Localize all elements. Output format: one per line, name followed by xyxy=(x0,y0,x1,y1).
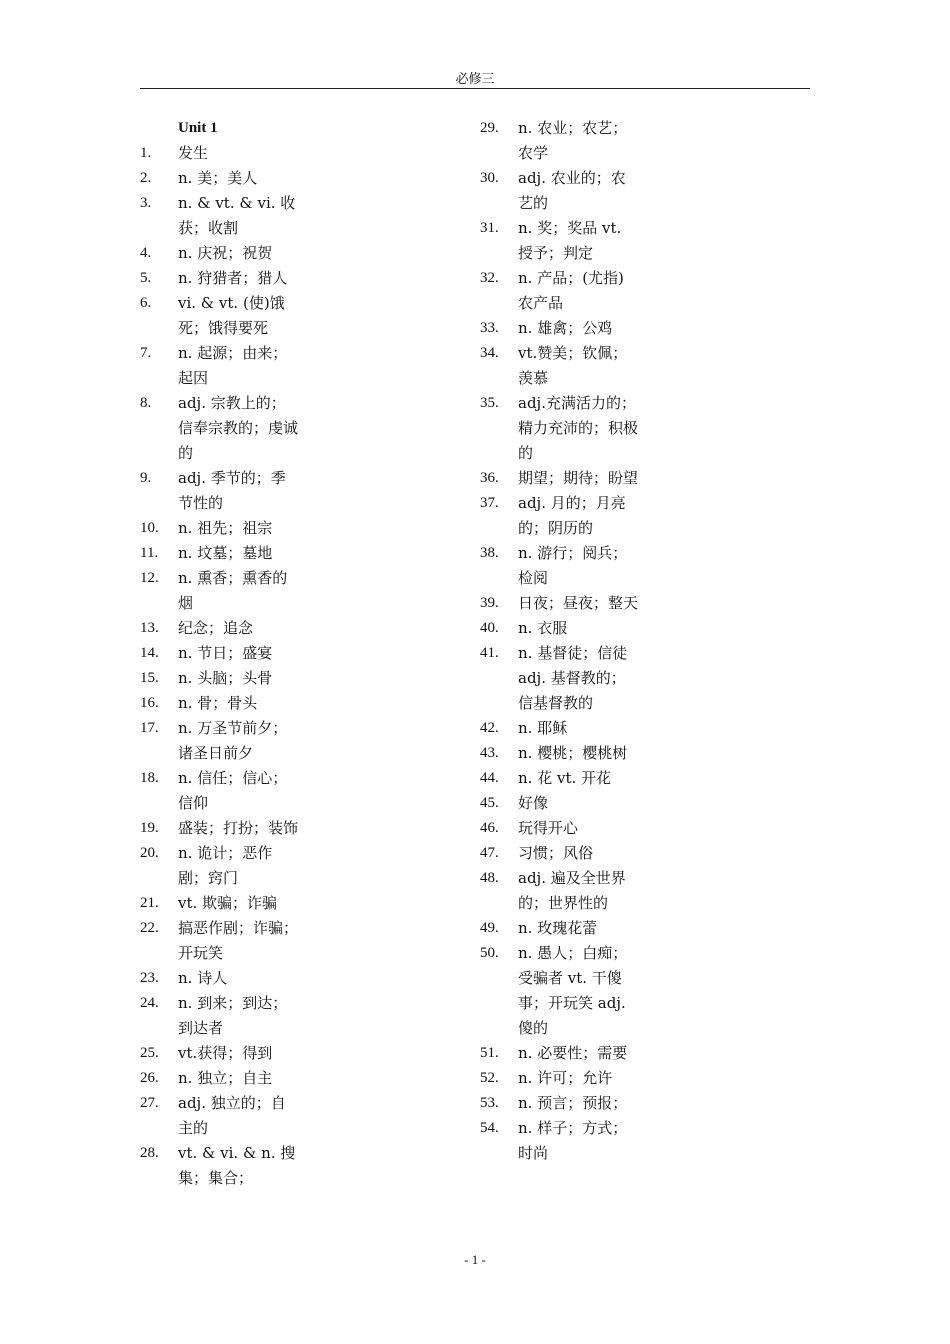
entry-definition: n. 奖；奖品 vt. 授予；判定 xyxy=(518,219,622,262)
entry-definition: n. 庆祝；祝贺 xyxy=(178,244,273,262)
entry-number: 21. xyxy=(140,895,159,911)
vocab-entry xyxy=(140,616,310,641)
vocab-entry xyxy=(480,1116,650,1166)
entry-definition: adj. 月的；月亮的；阴历的 xyxy=(518,494,626,537)
entry-definition: n. 预言；预报； xyxy=(518,1094,628,1112)
entry-number: 9. xyxy=(140,470,152,486)
entry-number: 47. xyxy=(480,845,499,861)
entry-definition: 发生 xyxy=(178,144,209,162)
entry-definition: n. 诗人 xyxy=(178,969,228,987)
entry-number: 52. xyxy=(480,1070,499,1086)
vocab-entry xyxy=(480,716,650,741)
entry-number: 26. xyxy=(140,1070,159,1086)
entry-definition: n. 必要性；需要 xyxy=(518,1044,628,1062)
entry-number: 45. xyxy=(480,795,499,811)
entry-definition: n. 诡计；恶作剧；窍门 xyxy=(178,844,273,887)
page-number: - 1 - xyxy=(464,1252,486,1267)
vocab-entry xyxy=(480,741,650,766)
vocab-entry xyxy=(140,891,310,916)
entry-definition: adj. 遍及全世界的；世界性的 xyxy=(518,869,626,912)
entry-number: 29. xyxy=(480,120,499,136)
entry-number: 39. xyxy=(480,595,499,611)
vocab-entry xyxy=(140,1041,310,1066)
entry-number: 16. xyxy=(140,695,159,711)
entry-definition: n. 玫瑰花蕾 xyxy=(518,919,598,937)
vocab-entry xyxy=(140,391,310,466)
vocab-entry xyxy=(480,791,650,816)
entry-definition: n. 衣服 xyxy=(518,619,568,637)
vocab-entry xyxy=(140,516,310,541)
entry-definition: n. 狩猎者；猎人 xyxy=(178,269,288,287)
entry-number: 5. xyxy=(140,270,152,286)
vocab-entry xyxy=(480,541,650,591)
vocab-entry xyxy=(140,1091,310,1141)
vocab-entry xyxy=(140,691,310,716)
entry-number: 17. xyxy=(140,720,159,736)
entry-definition: n. 耶稣 xyxy=(518,719,568,737)
vocab-entry xyxy=(480,216,650,266)
entry-number: 27. xyxy=(140,1095,159,1111)
header-divider xyxy=(140,88,810,89)
entry-definition: n. 愚人；白痴；受骗者 vt. 干傻事；开玩笑 adj. 傻的 xyxy=(518,944,628,1037)
entry-definition: adj. 独立的；自主的 xyxy=(178,1094,286,1137)
entry-number: 36. xyxy=(480,470,499,486)
entry-definition: n. 祖先；祖宗 xyxy=(178,519,273,537)
entry-number: 32. xyxy=(480,270,499,286)
vocab-entry xyxy=(140,841,310,891)
entry-number: 19. xyxy=(140,820,159,836)
vocab-entry xyxy=(480,866,650,916)
entry-definition: adj. 宗教上的；信奉宗教的；虔诚的 xyxy=(178,394,299,462)
vocab-column-right xyxy=(480,116,650,1166)
entry-number: 35. xyxy=(480,395,499,411)
vocab-entry xyxy=(140,716,310,766)
entry-definition: n. 万圣节前夕；诸圣日前夕 xyxy=(178,719,288,762)
entry-definition: n. 雄禽；公鸡 xyxy=(518,319,613,337)
entry-definition: vt.赞美；钦佩；羡慕 xyxy=(518,344,628,387)
entry-definition: 盛装；打扮；装饰 xyxy=(178,819,299,837)
entry-number: 10. xyxy=(140,520,159,536)
vocab-entry xyxy=(140,991,310,1041)
entry-definition: n. 信任；信心；信仰 xyxy=(178,769,288,812)
entry-number: 11. xyxy=(140,545,159,561)
entry-number: 49. xyxy=(480,920,499,936)
entry-definition: n. 坟墓；墓地 xyxy=(178,544,273,562)
vocab-entry xyxy=(140,1141,310,1191)
entry-number: 37. xyxy=(480,495,499,511)
entry-number: 3. xyxy=(140,195,152,211)
entry-number: 28. xyxy=(140,1145,159,1161)
vocab-entry xyxy=(140,916,310,966)
entry-definition: adj. 季节的；季节性的 xyxy=(178,469,286,512)
vocab-entry xyxy=(140,666,310,691)
entry-definition: n. 基督徒；信徒 adj. 基督教的；信基督教的 xyxy=(518,644,628,712)
vocab-entry xyxy=(480,916,650,941)
vocab-entry xyxy=(140,141,310,166)
unit-heading: Unit 1 xyxy=(178,120,218,136)
vocab-entry xyxy=(140,966,310,991)
entry-definition: n. 样子；方式；时尚 xyxy=(518,1119,628,1162)
entry-number: 43. xyxy=(480,745,499,761)
vocab-entry xyxy=(140,191,310,241)
vocab-entry xyxy=(480,341,650,391)
vocab-entry xyxy=(480,166,650,216)
entry-definition: n. 樱桃；樱桃树 xyxy=(518,744,628,762)
entry-definition: n. 起源；由来；起因 xyxy=(178,344,288,387)
vocab-entry xyxy=(480,1091,650,1116)
vocab-entry xyxy=(140,641,310,666)
entry-definition: n. 许可；允许 xyxy=(518,1069,613,1087)
vocab-entry xyxy=(140,1066,310,1091)
vocab-entry xyxy=(480,1041,650,1066)
vocab-entry xyxy=(140,816,310,841)
entry-definition: 搞恶作剧；诈骗；开玩笑 xyxy=(178,919,299,962)
entry-number: 7. xyxy=(140,345,152,361)
entry-number: 24. xyxy=(140,995,159,1011)
entry-number: 38. xyxy=(480,545,499,561)
entry-definition: 纪念；追念 xyxy=(178,619,254,637)
entry-definition: vt. & vi. & n. 搜集；集合； xyxy=(178,1144,296,1187)
entry-definition: 日夜；昼夜；整天 xyxy=(518,594,639,612)
entry-number: 13. xyxy=(140,620,159,636)
entry-definition: n. 产品；(尤指)农产品 xyxy=(518,269,624,312)
entry-number: 2. xyxy=(140,170,152,186)
vocab-entry xyxy=(480,641,650,716)
vocab-entry xyxy=(140,466,310,516)
entry-number: 4. xyxy=(140,245,152,261)
entry-number: 40. xyxy=(480,620,499,636)
entry-definition: adj.充满活力的；精力充沛的；积极的 xyxy=(518,394,639,462)
entry-definition: n. 独立；自主 xyxy=(178,1069,273,1087)
entry-number: 20. xyxy=(140,845,159,861)
entry-number: 18. xyxy=(140,770,159,786)
entry-definition: 好像 xyxy=(518,794,549,812)
vocab-column-left xyxy=(140,116,310,1191)
entry-definition: n. 节日；盛宴 xyxy=(178,644,273,662)
vocab-entry xyxy=(140,241,310,266)
entry-number: 30. xyxy=(480,170,499,186)
entry-number: 34. xyxy=(480,345,499,361)
entry-definition: n. 到来；到达；到达者 xyxy=(178,994,288,1037)
vocab-entry xyxy=(480,1066,650,1091)
entry-number: 22. xyxy=(140,920,159,936)
vocab-entry xyxy=(480,816,650,841)
vocab-entry xyxy=(140,566,310,616)
entry-number: 12. xyxy=(140,570,159,586)
vocab-entry xyxy=(140,541,310,566)
entry-definition: n. 头脑；头骨 xyxy=(178,669,273,687)
vocab-entry xyxy=(480,616,650,641)
vocab-entry xyxy=(480,841,650,866)
entry-number: 44. xyxy=(480,770,499,786)
entry-number: 31. xyxy=(480,220,499,236)
entry-definition: n. 花 vt. 开花 xyxy=(518,769,612,787)
entry-definition: n. 美；美人 xyxy=(178,169,258,187)
entry-definition: n. 骨；骨头 xyxy=(178,694,258,712)
vocab-entry xyxy=(480,491,650,541)
entry-definition: 习惯；风俗 xyxy=(518,844,594,862)
entry-number: 1. xyxy=(140,145,152,161)
vocab-entry xyxy=(480,316,650,341)
entry-definition: 玩得开心 xyxy=(518,819,579,837)
vocab-entry xyxy=(140,341,310,391)
vocab-entry xyxy=(480,116,650,166)
entry-number: 41. xyxy=(480,645,499,661)
entry-number: 46. xyxy=(480,820,499,836)
vocab-entry xyxy=(480,266,650,316)
vocab-entry xyxy=(480,466,650,491)
entry-definition: n. 农业；农艺；农学 xyxy=(518,119,628,162)
entry-definition: n. & vt. & vi. 收获；收割 xyxy=(178,194,296,237)
entry-definition: n. 熏香；熏香的烟 xyxy=(178,569,288,612)
entry-definition: adj. 农业的；农艺的 xyxy=(518,169,626,212)
vocab-entry xyxy=(140,166,310,191)
vocab-entry xyxy=(480,941,650,1041)
entry-definition: n. 游行；阅兵；检阅 xyxy=(518,544,628,587)
entry-number: 23. xyxy=(140,970,159,986)
vocab-entry xyxy=(480,391,650,466)
entry-number: 14. xyxy=(140,645,159,661)
vocab-entry xyxy=(140,766,310,816)
entry-definition: vi. & vt. (使)饿死；饿得要死 xyxy=(178,294,285,337)
entry-number: 54. xyxy=(480,1120,499,1136)
entry-number: 51. xyxy=(480,1045,499,1061)
entry-definition: 期望；期待；盼望 xyxy=(518,469,639,487)
vocab-entry xyxy=(140,266,310,291)
entry-number: 15. xyxy=(140,670,159,686)
entry-number: 48. xyxy=(480,870,499,886)
entry-number: 50. xyxy=(480,945,499,961)
entry-number: 53. xyxy=(480,1095,499,1111)
entry-number: 42. xyxy=(480,720,499,736)
page-header-title: 必修三 xyxy=(455,72,495,87)
entry-definition: vt. 欺骗；诈骗 xyxy=(178,894,278,912)
vocab-entry xyxy=(480,591,650,616)
vocab-entry xyxy=(480,766,650,791)
entry-definition: vt.获得；得到 xyxy=(178,1044,273,1062)
entry-number: 33. xyxy=(480,320,499,336)
entry-number: 25. xyxy=(140,1045,159,1061)
vocab-entry xyxy=(140,291,310,341)
entry-number: 6. xyxy=(140,295,152,311)
entry-number: 8. xyxy=(140,395,152,411)
